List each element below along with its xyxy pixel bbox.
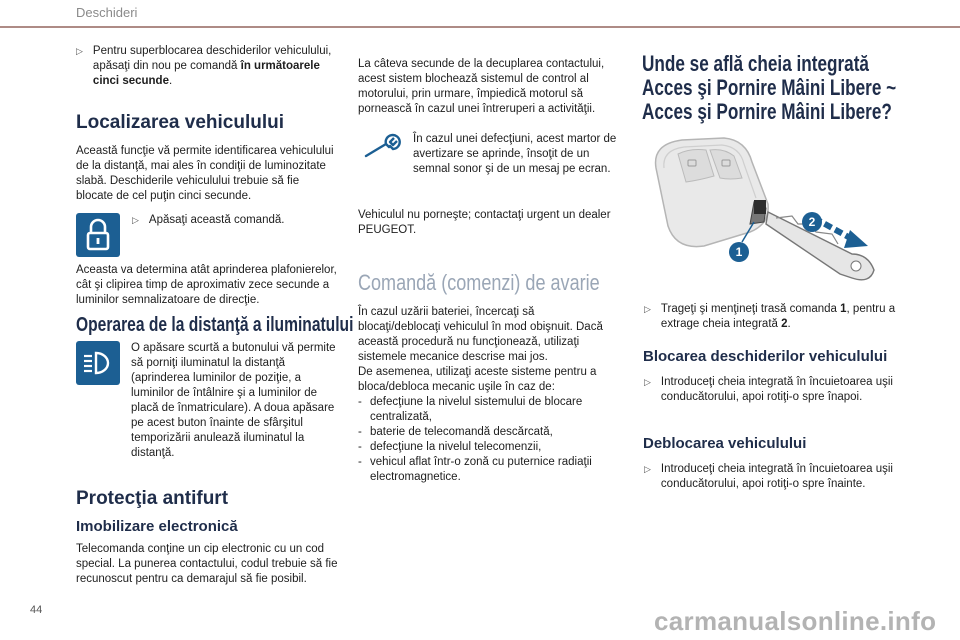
pull-mid: , pentru a extrage cheia integrată [660, 303, 896, 330]
lock-title: Blocarea deschiderilor vehiculului [643, 348, 888, 365]
key-fob-drawing [642, 128, 892, 288]
triangle-bullet-icon: ▷ [132, 215, 139, 225]
key-illustration [642, 128, 892, 288]
dash-item-text: baterie de telecomandă descărcată, [370, 426, 553, 438]
padlock-icon [76, 213, 120, 257]
unlock-text: Introduceţi cheia integrată în încuietoarea uşii conducătorului, apoi rotiţi-o spre înainte. [660, 463, 893, 490]
watermark: carmanualsonline.info [654, 606, 937, 636]
backup-paragraph-1: În cazul uzării bateriei, încercaţi să blocaţi/deblocaţi vehiculul în mod obişnuit. Dacă această procedură nu funcţionează, utilizaţi sistemele mecanice descrise mai jos. [358, 306, 603, 363]
header-rule [0, 26, 960, 28]
integrated-key-title [642, 52, 960, 124]
list-item [358, 395, 620, 425]
locate-bullet [132, 213, 332, 228]
pull-bullet [644, 302, 906, 332]
immobilizer-intro: La câteva secunde de la decuplarea contactului, acest sistem blochează sistemul de control al motorului, prin urmare, împiedică motorul să pornească în cazul unei întreruperi a activităţii. [358, 58, 605, 115]
list-item [358, 425, 620, 440]
dash-mark: - [358, 456, 362, 468]
dash-mark: - [358, 396, 362, 408]
badge-2-label: 2 [808, 215, 816, 229]
triangle-bullet-icon: ▷ [76, 46, 83, 56]
title-line-3: Acces şi Pornire Mâini Libere? [642, 99, 892, 124]
superlock-text: Pentru superblocarea deschiderilor vehiculului, apăsaţi din nou pe comandă [92, 45, 332, 72]
superlock-end: . [168, 75, 173, 87]
dash-mark: - [358, 441, 362, 453]
remote-light-text: O apăsare scurtă a butonului vă permite să porniţi iluminatul la distanţă (aprinderea luminilor de poziţie, a luminilor de întâlnire şi a luminilor de placă de înmatriculare). A doua apăsare pe acest buton înainte de sfârşitul temporizării anulează iluminatul la distanţă. [131, 342, 336, 459]
triangle-bullet-icon: ▷ [644, 464, 651, 474]
triangle-bullet-icon: ▷ [644, 304, 651, 314]
superlock-bold: în următoarele cinci secunde [92, 60, 320, 87]
lock-text: Introduceţi cheia integrată în încuietoarea uşii conducătorului, apoi rotiţi-o spre înapoi. [660, 376, 893, 403]
locate-title: Localizarea vehiculului [76, 112, 285, 133]
remote-light-title: Operarea de la distanţă a iluminatului [76, 314, 354, 336]
triangle-bullet-icon: ▷ [644, 377, 651, 387]
dash-item-text: defecţiune la nivelul telecomenzii, [370, 441, 542, 453]
immobilizer-title: Imobilizare electronică [76, 518, 238, 535]
backup-title: Comandă (comenzi) de avarie [358, 270, 600, 295]
immobilizer-text: Telecomanda conţine un cip electronic cu un cod special. La punerea contactului, codul trebuie să fie recunoscut pentru ca demarajul să fie posibil. [76, 543, 338, 585]
title-line-2: Acces şi Pornire Mâini Libere ~ [642, 75, 897, 100]
badge-1-label: 1 [735, 245, 743, 259]
wrench-icon [360, 132, 404, 164]
title-line-1: Unde se află cheia integrată [642, 51, 869, 76]
locate-bullet-text: Apăsaţi această comandă. [148, 214, 285, 226]
antitheft-title: Protecţia antifurt [76, 488, 229, 509]
dash-item-text: vehicul aflat într-o zonă cu puternice radiaţii electromagnetice. [370, 456, 592, 483]
page-header [0, 0, 960, 26]
pull-num-1: 1 [840, 303, 847, 315]
backup-paragraph-2: De asemenea, utilizaţi aceste sisteme pentru a bloca/debloca mecanic uşile în caz de: [358, 366, 597, 393]
backup-text [358, 305, 620, 485]
dash-mark: - [358, 426, 362, 438]
section-title: Deschideri [76, 5, 138, 20]
list-item [358, 455, 620, 485]
fault-text: În cazul unei defecţiuni, acest martor de avertizare se aprinde, însoţit de un semnal sonor şi de un mesaj pe ecran. [413, 133, 617, 175]
locate-result: Aceasta va determina atât aprinderea plafonierelor, cât şi clipirea timp de aproximativ zece secunde a luminilor semnalizatoare de direcţie. [76, 264, 337, 306]
list-item [358, 440, 620, 455]
page-number: 44 [30, 604, 43, 616]
dealer-text: Vehiculul nu porneşte; contactaţi urgent un dealer PEUGEOT. [358, 209, 611, 236]
pull-num-2: 2 [781, 318, 788, 330]
lock-bullet [644, 375, 906, 405]
unlock-bullet [644, 462, 906, 492]
unlock-title: Deblocarea vehiculului [643, 435, 807, 452]
pull-text: Trageţi şi menţineţi trasă comanda [660, 303, 837, 315]
superlock-bullet [76, 44, 336, 89]
dash-item-text: defecţiune la nivelul sistemului de blocare centralizată, [370, 396, 583, 423]
locate-text: Această funcţie vă permite identificarea vehiculului de la distanţă, mai ales în condiţii de luminozitate slabă. Deschiderile vehiculului trebuie să fie blocate de cel puţin cinci secunde. [76, 145, 334, 202]
headlight-icon [76, 341, 120, 385]
pull-end: . [787, 318, 791, 330]
